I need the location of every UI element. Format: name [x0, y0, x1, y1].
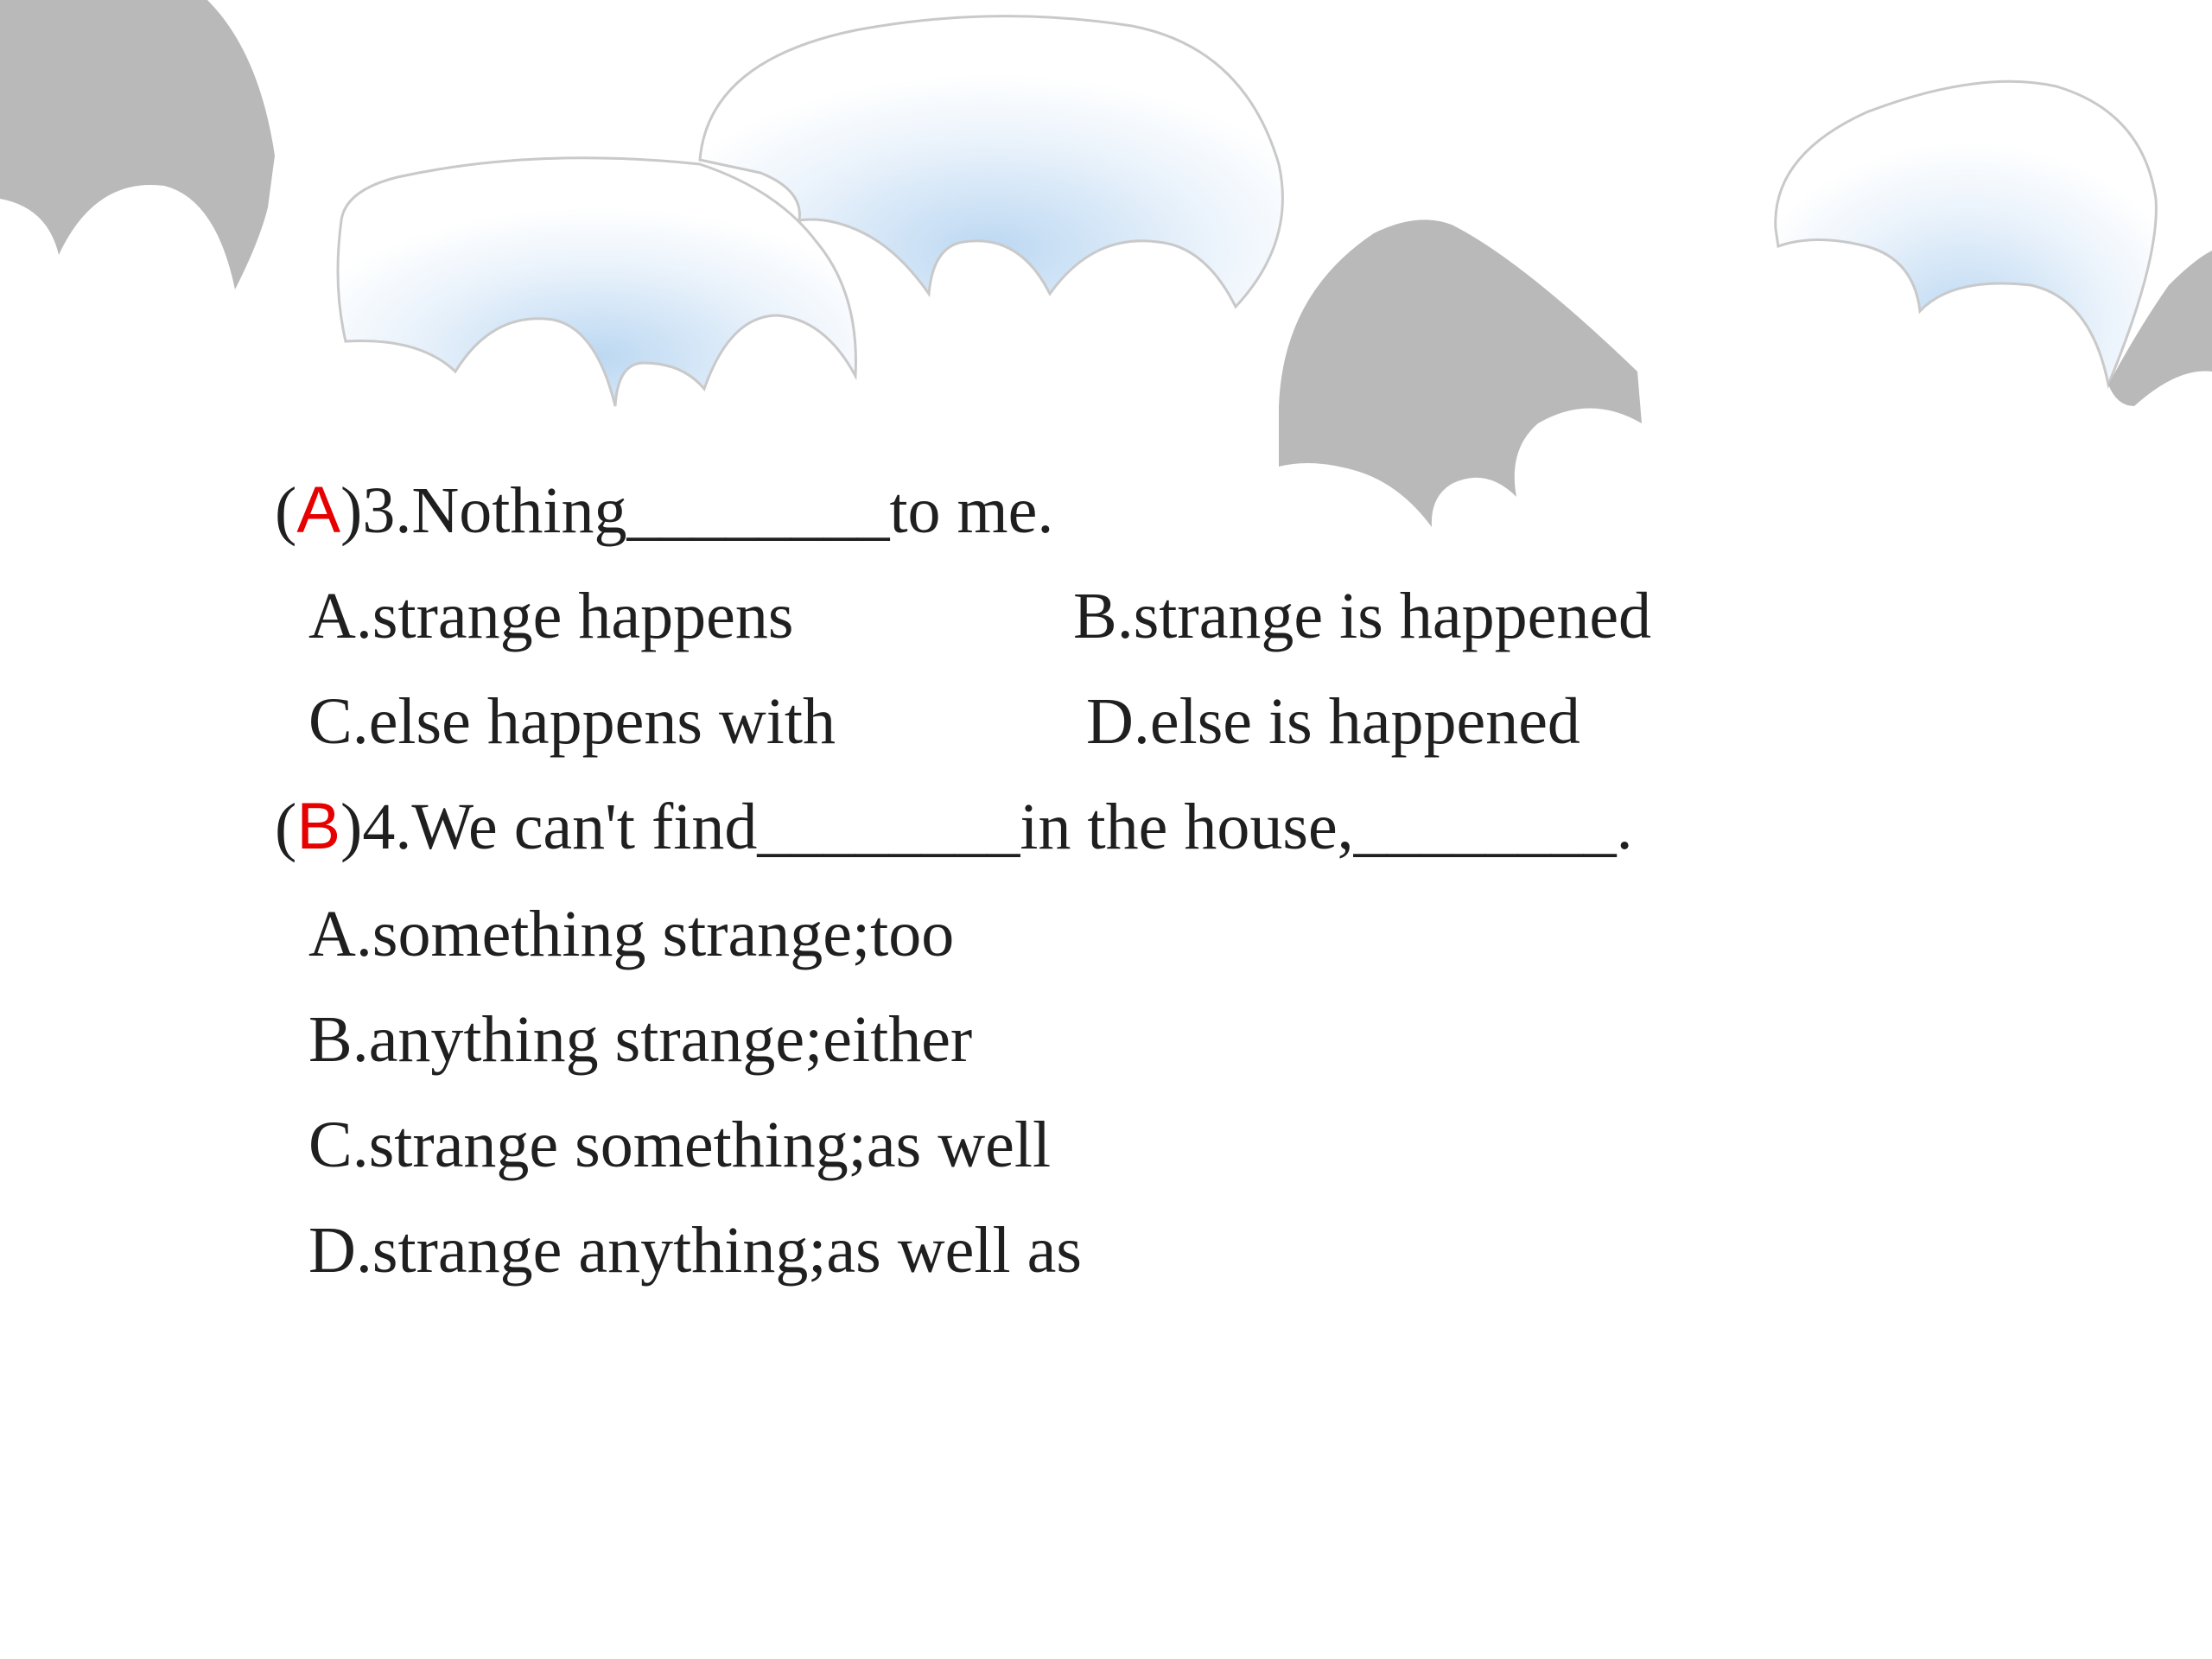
open-paren: (	[275, 474, 297, 547]
option-a: A.something strange;too	[308, 898, 955, 970]
answer-mark: B	[296, 790, 341, 863]
option-c: C.else happens with	[308, 685, 836, 758]
option-d: D.strange anything;as well as	[308, 1214, 1082, 1287]
option-b: B.strange is happened	[1073, 580, 1652, 652]
answer-mark: A	[296, 474, 341, 547]
question-4	[275, 790, 1633, 863]
option-b: B.anything strange;either	[308, 1003, 973, 1076]
open-paren: (	[275, 791, 297, 863]
option-a: A.strange happens	[308, 580, 794, 652]
question-3	[275, 474, 1054, 547]
question-stem: )3.Nothing________to me.	[340, 474, 1054, 547]
option-c: C.strange something;as well	[308, 1109, 1052, 1181]
question-stem: )4.We can't find________in the house,________.	[340, 791, 1633, 863]
option-d: D.else is happened	[1086, 685, 1580, 758]
